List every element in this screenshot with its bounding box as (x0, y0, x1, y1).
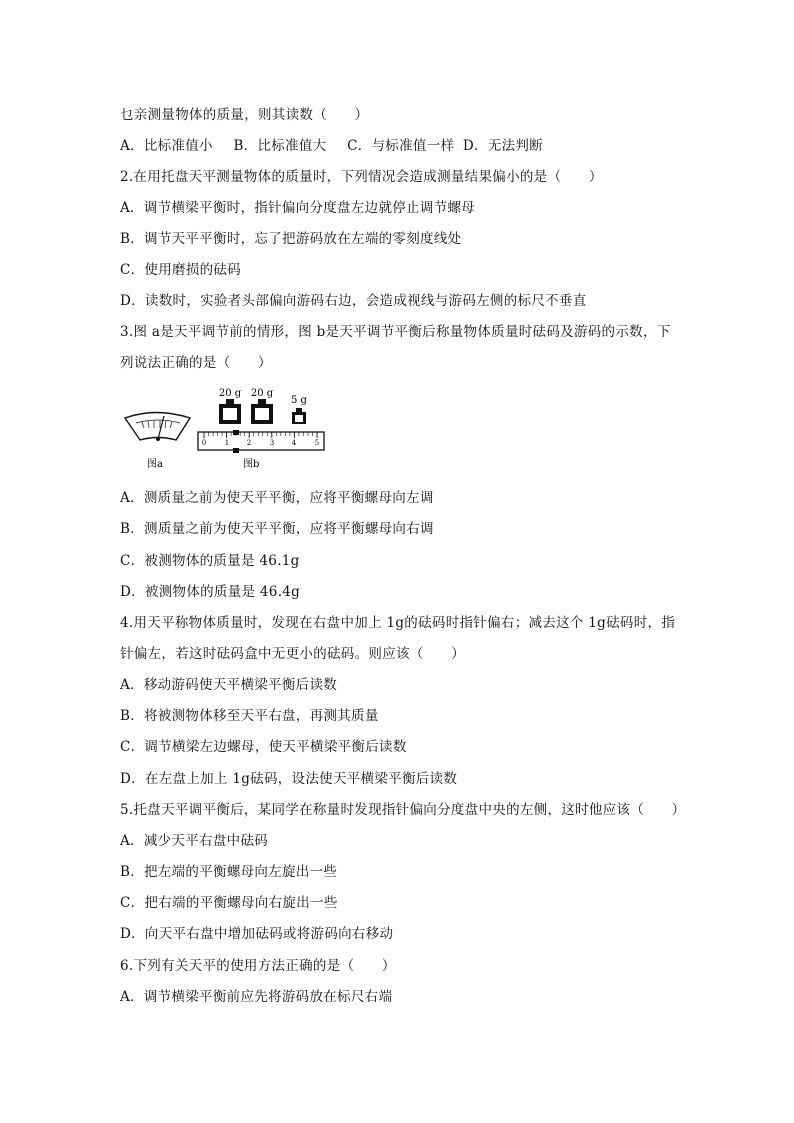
ruler-tick-label-4: 4 (291, 439, 297, 447)
q1-option-a: A．比标准值小 (120, 138, 213, 154)
q3-stem-line2: 列说法正确的是（ ） (120, 355, 272, 371)
q2-stem: 2.在用托盘天平测量物体的质量时，下列情况会造成测量结果偏小的是（ ） (120, 169, 603, 185)
q2-option-c: C．使用磨损的砝码 (120, 262, 242, 278)
q4-option-b: B．将被测物体移至天平右盘，再测其质量 (120, 708, 379, 724)
ruler-tick-label-0: 0 (201, 439, 207, 447)
caption-b: 图b (243, 459, 260, 470)
q3-figure (120, 383, 340, 475)
rider-marker (233, 430, 239, 435)
q4-stem-line1: 4.用天平称物体质量时，发现在右盘中加上 1g的砝码时指针偏右；减去这个 1g砝码时，指 (120, 615, 676, 631)
q5-option-a: A．减少天平右盘中砝码 (120, 833, 269, 849)
q3-option-d: D．被测物体的质量是 46.4g (120, 584, 301, 600)
q1-options (120, 137, 559, 155)
q2-option-a: A．调节横梁平衡时，指针偏向分度盘左边就停止调节螺母 (120, 200, 476, 216)
balance-figure-svg (120, 383, 340, 475)
q4-option-c: C．调节横梁左边螺母，使天平横梁平衡后读数 (120, 739, 407, 755)
rider-marker-bottom (233, 448, 239, 453)
q4-option-d: D．在左盘上加上 1g砝码，设法使天平横梁平衡后读数 (120, 771, 458, 787)
q3-option-b: B．测质量之前为使天平平衡，应将平衡螺母向右调 (120, 521, 434, 537)
weight-label-1: 20 g (218, 388, 242, 399)
caption-a: 图a (147, 459, 163, 470)
q5-option-d: D．向天平右盘中增加砝码或将游码向右移动 (120, 926, 394, 942)
q5-option-c: C．把右端的平衡螺母向右旋出一些 (120, 895, 338, 911)
q3-option-c: C．被测物体的质量是 46.1g (120, 553, 300, 569)
q5-option-b: B．把左端的平衡螺母向左旋出一些 (120, 864, 338, 880)
weight-label-3: 5 g (291, 395, 307, 406)
weight-20g-first (219, 388, 242, 424)
ruler-tick-label-5: 5 (314, 439, 320, 447)
q3-stem-line1: 3.图 a是天平调节前的情形，图 b是天平调节平衡后称量物体质量时砝码及游码的示数，下 (120, 324, 671, 340)
ruler-tick-label-1: 1 (224, 439, 230, 447)
q1-option-d: D．无法判断 (462, 138, 544, 154)
figure-b-ruler (198, 430, 324, 453)
weight-20g-second (251, 388, 274, 424)
q4-stem-line2: 针偏左，若这时砝码盒中无更小的砝码。则应该（ ） (120, 646, 465, 662)
q1-option-c: C．与标准值一样 (347, 138, 455, 154)
q6-option-a: A．调节横梁平衡前应先将游码放在标尺右端 (120, 989, 393, 1005)
q1-stem: 乜亲测量物体的质量，则其读数（ ） (120, 107, 369, 123)
q5-stem: 5.托盘天平调平衡后，某同学在称量时发现指针偏向分度盘中央的左侧，这时他应该（ ） (120, 802, 686, 818)
ruler-tick-label-2: 2 (246, 439, 252, 447)
q2-option-b: B．调节天平平衡时，忘了把游码放在左端的零刻度线处 (120, 231, 462, 247)
q2-option-d: D．读数时，实验者头部偏向游码右边，会造成视线与游码左侧的标尺不垂直 (120, 293, 587, 309)
q3-option-a: A．测质量之前为使天平平衡，应将平衡螺母向左调 (120, 490, 434, 506)
figure-a-dial (125, 413, 190, 442)
q4-option-a: A．移动游码使天平横梁平衡后读数 (120, 677, 338, 693)
q6-stem: 6.下列有关天平的使用方法正确的是（ ） (120, 958, 396, 974)
q1-option-b: B．比标准值大 (233, 138, 327, 154)
weight-label-2: 20 g (250, 388, 274, 399)
weight-5g (291, 395, 308, 424)
ruler-tick-label-3: 3 (269, 439, 275, 447)
